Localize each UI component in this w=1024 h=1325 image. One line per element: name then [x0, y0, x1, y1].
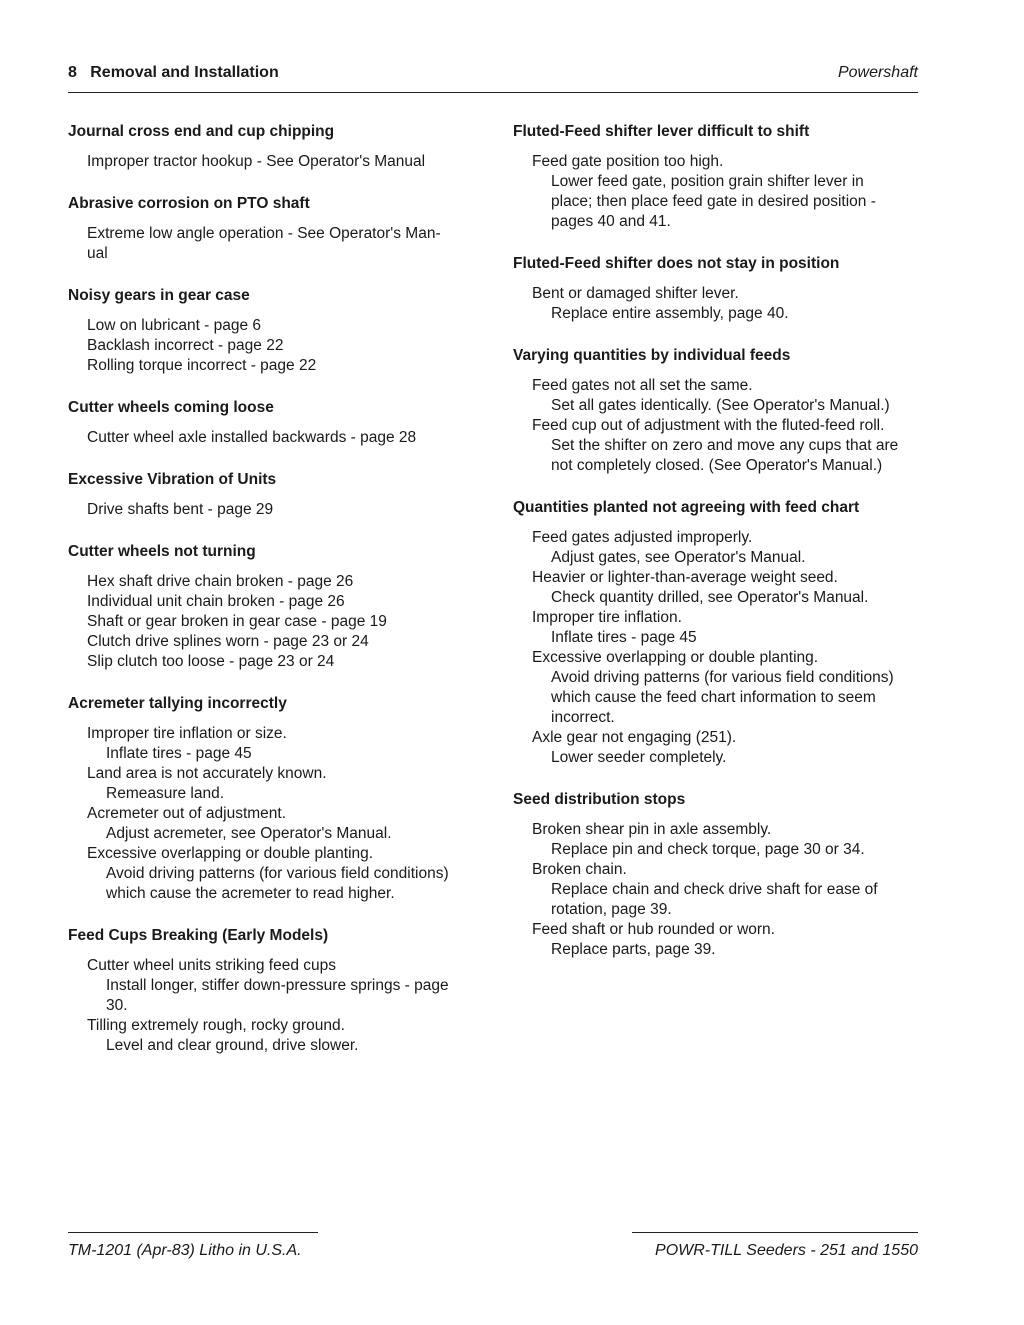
troubleshooting-section: [68, 470, 478, 520]
footer-document-id: TM-1201 (Apr-83) Litho in U.S.A.: [68, 1242, 302, 1259]
section-title: Cutter wheels coming loose: [68, 399, 274, 416]
problem-cause: Slip clutch too loose - page 23 or 24: [87, 653, 335, 670]
problem-cause: Feed cup out of adjustment with the fluted-feed roll.: [532, 417, 885, 434]
problem-cause: Feed gate position too high.: [532, 153, 724, 170]
right-column: [513, 122, 918, 982]
remedy-line: Inflate tires - page 45: [106, 745, 252, 762]
problem-cause: Feed gates adjusted improperly.: [532, 529, 753, 546]
problem-cause: Individual unit chain broken - page 26: [87, 593, 345, 610]
section-title: Fluted-Feed shifter does not stay in position: [513, 255, 840, 272]
problem-cause: Feed gates not all set the same.: [532, 377, 753, 394]
remedy-line: Avoid driving patterns (for various field conditions): [106, 865, 449, 882]
problem-cause: Cutter wheel axle installed backwards - page 28: [87, 429, 417, 446]
remedy-line: which cause the acremeter to read higher.: [106, 885, 395, 902]
problem-cause: Improper tire inflation or size.: [87, 725, 287, 742]
remedy-line: pages 40 and 41.: [551, 213, 671, 230]
troubleshooting-section: [513, 346, 918, 476]
section-title: Fluted-Feed shifter lever difficult to shift: [513, 123, 810, 140]
problem-cause: Extreme low angle operation - See Operator's Man-: [87, 225, 441, 242]
section-title: Excessive Vibration of Units: [68, 471, 277, 488]
remedy-line: Replace entire assembly, page 40.: [551, 305, 789, 322]
remedy-line: incorrect.: [551, 709, 615, 726]
remedy-line: Adjust gates, see Operator's Manual.: [551, 549, 806, 566]
remedy-line: Replace pin and check torque, page 30 or 34.: [551, 841, 865, 858]
problem-cause: ual: [87, 245, 108, 262]
problem-cause: Shaft or gear broken in gear case - page 19: [87, 613, 387, 630]
remedy-line: rotation, page 39.: [551, 901, 672, 918]
remedy-line: Set all gates identically. (See Operator's Manual.): [551, 397, 890, 414]
problem-cause: Improper tire inflation.: [532, 609, 682, 626]
footer-rule-left: [68, 1232, 318, 1233]
troubleshooting-section: [513, 790, 918, 960]
troubleshooting-section: [513, 122, 918, 232]
problem-cause: Broken chain.: [532, 861, 627, 878]
problem-cause: Excessive overlapping or double planting.: [87, 845, 374, 862]
problem-cause: Axle gear not engaging (251).: [532, 729, 737, 746]
remedy-line: place; then place feed gate in desired position -: [551, 193, 876, 210]
page-number-and-chapter: 8 Removal and Installation: [68, 64, 279, 81]
footer-rule-right: [632, 1232, 918, 1233]
problem-cause: Hex shaft drive chain broken - page 26: [87, 573, 354, 590]
remedy-line: Avoid driving patterns (for various field conditions): [551, 669, 894, 686]
troubleshooting-section: [68, 286, 478, 376]
section-title: Seed distribution stops: [513, 791, 686, 808]
problem-cause: Clutch drive splines worn - page 23 or 24: [87, 633, 369, 650]
remedy-line: Inflate tires - page 45: [551, 629, 697, 646]
problem-cause: Feed shaft or hub rounded or worn.: [532, 921, 775, 938]
problem-cause: Acremeter out of adjustment.: [87, 805, 287, 822]
remedy-line: Replace chain and check drive shaft for ease of: [551, 881, 878, 898]
header-rule: [68, 92, 918, 93]
problem-cause: Improper tractor hookup - See Operator's Manual: [87, 153, 426, 170]
section-title: Noisy gears in gear case: [68, 287, 250, 304]
troubleshooting-section: [68, 398, 478, 448]
left-column: [68, 122, 478, 1078]
problem-cause: Cutter wheel units striking feed cups: [87, 957, 336, 974]
remedy-line: Lower feed gate, position grain shifter lever in: [551, 173, 864, 190]
section-title: Acremeter tallying incorrectly: [68, 695, 287, 712]
problem-cause: Land area is not accurately known.: [87, 765, 327, 782]
remedy-line: 30.: [106, 997, 128, 1014]
troubleshooting-section: [513, 254, 918, 324]
remedy-line: Set the shifter on zero and move any cups that are: [551, 437, 899, 454]
troubleshooting-section: [513, 498, 918, 768]
page-header: [68, 64, 918, 88]
remedy-line: Level and clear ground, drive slower.: [106, 1037, 359, 1054]
problem-cause: Backlash incorrect - page 22: [87, 337, 284, 354]
troubleshooting-section: [68, 694, 478, 904]
troubleshooting-section: [68, 542, 478, 672]
remedy-line: which cause the feed chart information to seem: [551, 689, 876, 706]
problem-cause: Tilling extremely rough, rocky ground.: [87, 1017, 345, 1034]
problem-cause: Low on lubricant - page 6: [87, 317, 262, 334]
section-title: Quantities planted not agreeing with feed chart: [513, 499, 860, 516]
remedy-line: Adjust acremeter, see Operator's Manual.: [106, 825, 392, 842]
remedy-line: not completely closed. (See Operator's Manual.): [551, 457, 883, 474]
problem-cause: Bent or damaged shifter lever.: [532, 285, 739, 302]
troubleshooting-section: [68, 194, 478, 264]
problem-cause: Excessive overlapping or double planting.: [532, 649, 819, 666]
problem-cause: Broken shear pin in axle assembly.: [532, 821, 772, 838]
remedy-line: Replace parts, page 39.: [551, 941, 716, 958]
footer-product: POWR-TILL Seeders - 251 and 1550: [655, 1242, 918, 1259]
remedy-line: Lower seeder completely.: [551, 749, 727, 766]
page-topic: Powershaft: [837, 64, 918, 81]
remedy-line: Check quantity drilled, see Operator's Manual.: [551, 589, 869, 606]
remedy-line: Remeasure land.: [106, 785, 225, 802]
section-title: Varying quantities by individual feeds: [513, 347, 791, 364]
problem-cause: Rolling torque incorrect - page 22: [87, 357, 317, 374]
section-title: Feed Cups Breaking (Early Models): [68, 927, 329, 944]
troubleshooting-section: [68, 122, 478, 172]
problem-cause: Heavier or lighter-than-average weight seed.: [532, 569, 838, 586]
section-title: Abrasive corrosion on PTO shaft: [68, 195, 310, 212]
troubleshooting-section: [68, 926, 478, 1056]
section-title: Cutter wheels not turning: [68, 543, 256, 560]
section-title: Journal cross end and cup chipping: [68, 123, 335, 140]
remedy-line: Install longer, stiffer down-pressure springs - page: [106, 977, 449, 994]
problem-cause: Drive shafts bent - page 29: [87, 501, 274, 518]
